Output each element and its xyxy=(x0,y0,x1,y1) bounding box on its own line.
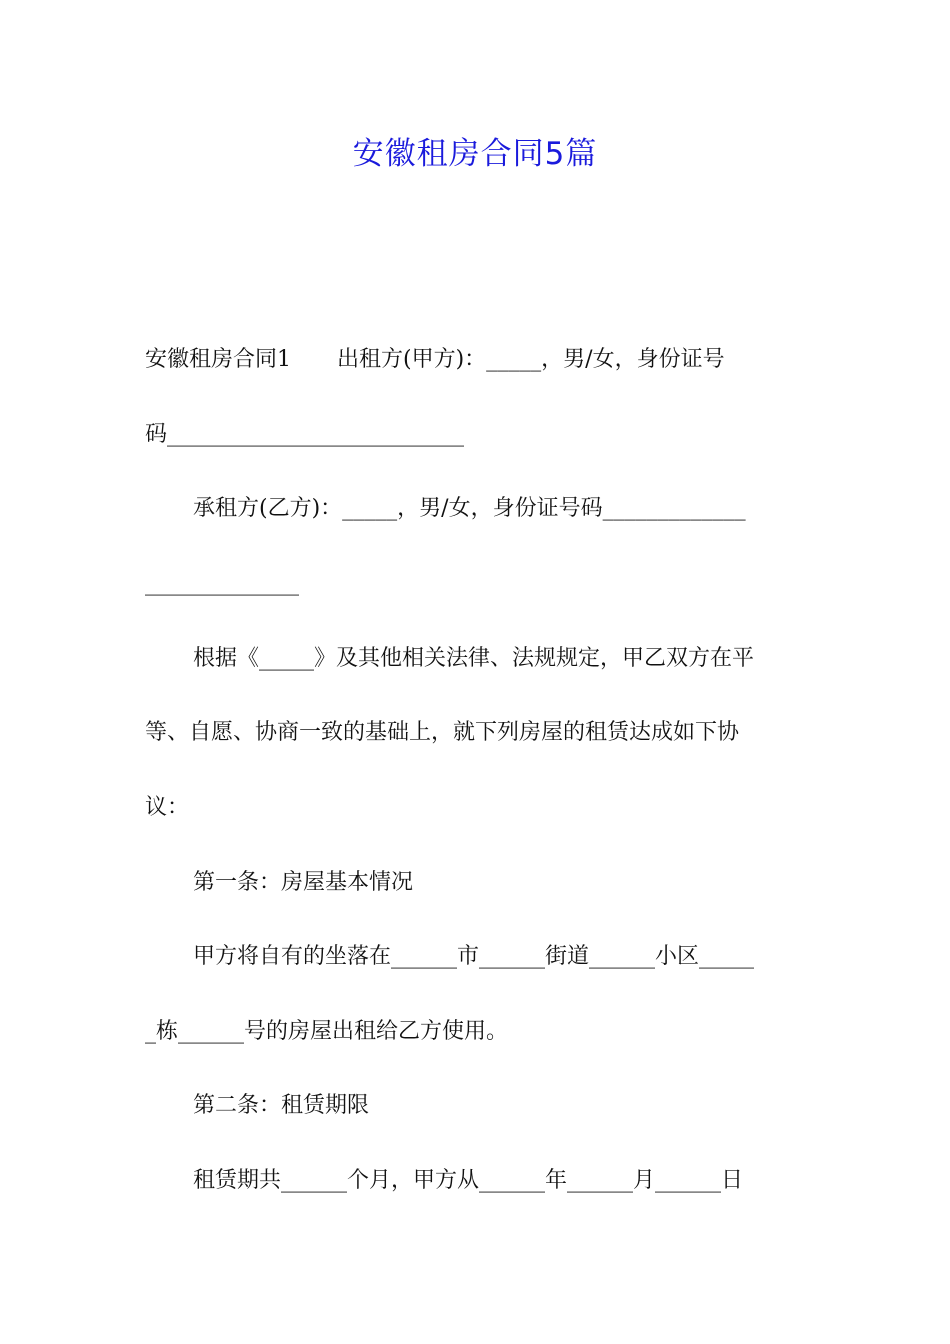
contract-heading: 安徽租房合同1 xyxy=(145,347,291,372)
lessor-line: 出租方(甲方)：_____，男/女，身份证号 xyxy=(337,347,725,372)
paragraph-line: 租赁期共______个月，甲方从______年______月______日 xyxy=(193,1168,744,1193)
document-title: 安徽租房合同5篇 xyxy=(352,136,598,172)
lessee-id-line: ______________ xyxy=(145,571,299,596)
paragraph-line: _栋______号的房屋出租给乙方使用。 xyxy=(145,1019,509,1044)
paragraph-line: 等、自愿、协商一致的基础上，就下列房屋的租赁达成如下协 xyxy=(145,720,740,745)
paragraph-line: 甲方将自有的坐落在______市______街道______小区_____ xyxy=(193,944,755,969)
lessor-id-line: 码___________________________ xyxy=(145,422,465,447)
paragraph-line: 议： xyxy=(145,795,190,820)
lessee-line: 承租方(乙方)：_____，男/女，身份证号码_____________ xyxy=(193,496,746,521)
section-heading: 第二条：租赁期限 xyxy=(193,1093,370,1118)
paragraph-line: 根据《_____》及其他相关法律、法规规定，甲乙双方在平 xyxy=(193,646,755,671)
section-heading: 第一条：房屋基本情况 xyxy=(193,870,414,895)
contract-first-line xyxy=(145,345,810,375)
